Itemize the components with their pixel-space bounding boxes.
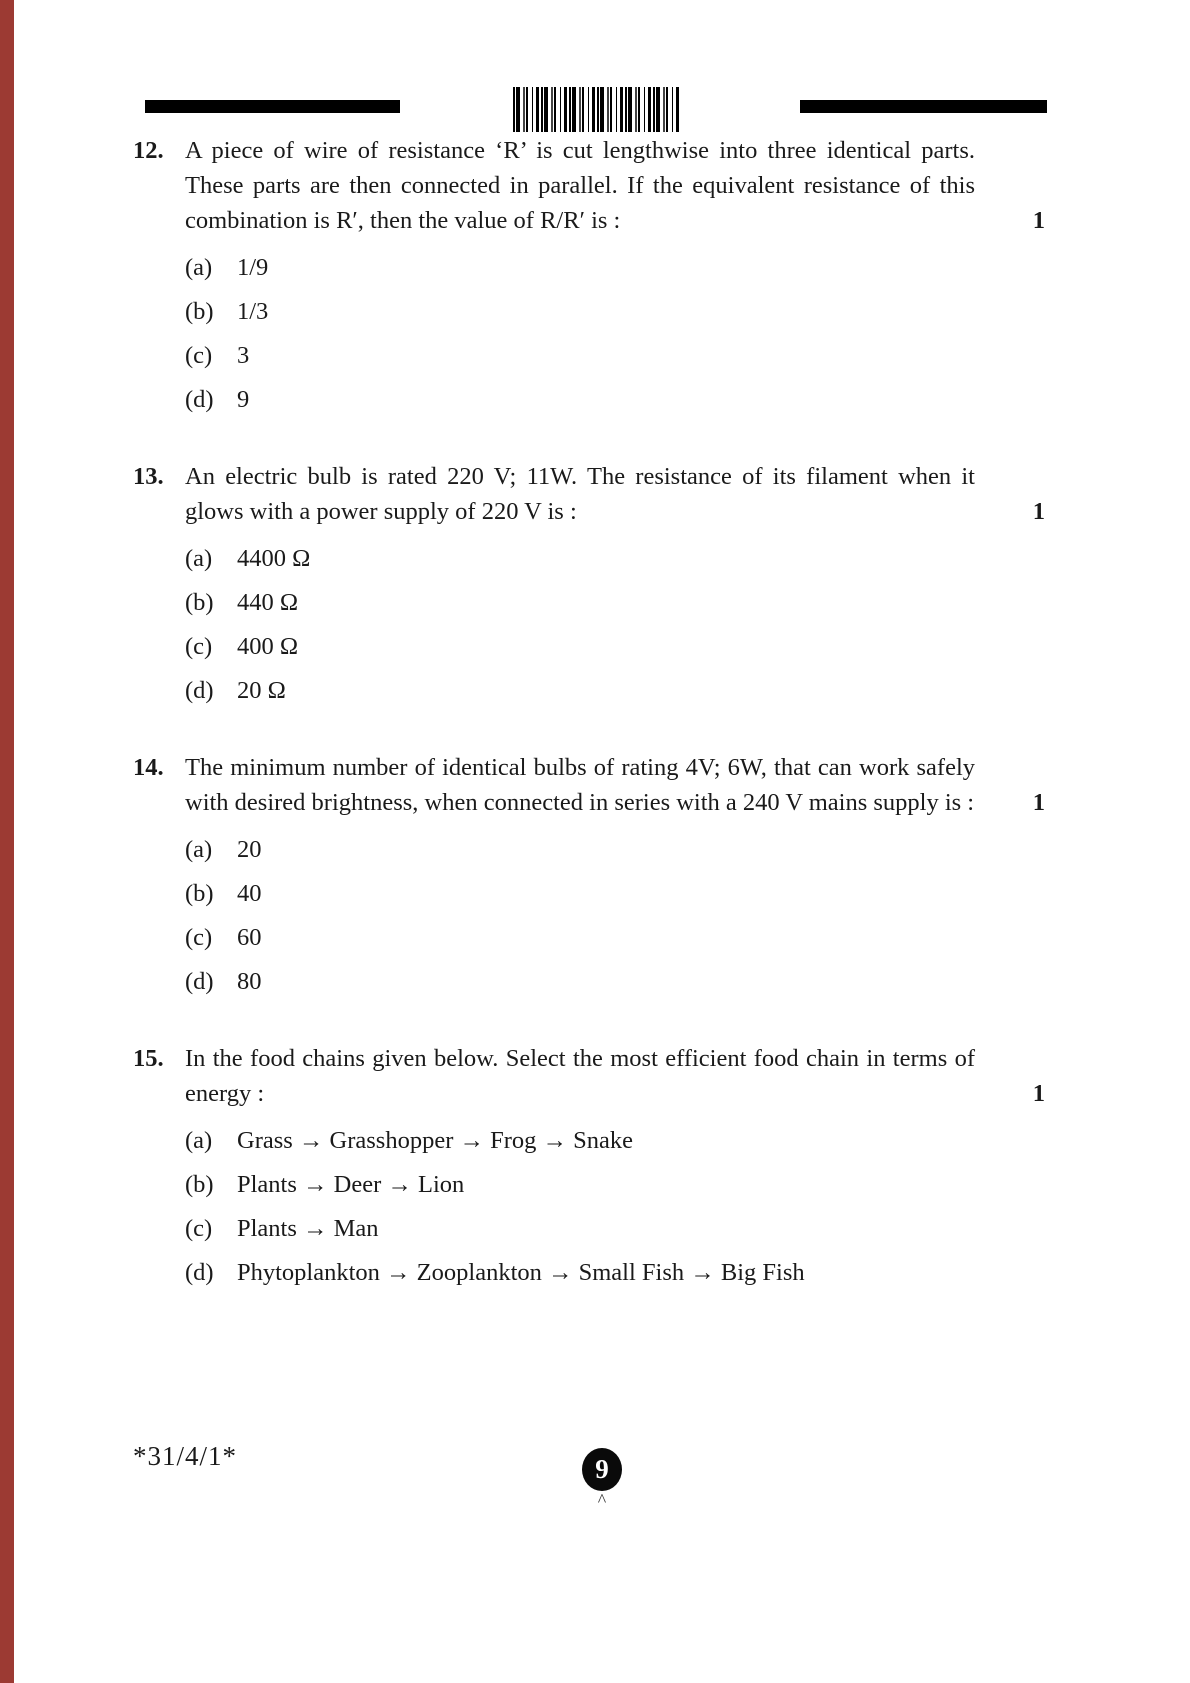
option-c [185,629,1045,664]
option-letter: (d) [185,968,214,995]
option-letter: (a) [185,836,213,863]
option-text: Phytoplankton → Zooplankton → Small Fish → Big Fish [237,1259,805,1286]
option-d [185,1255,1045,1290]
option-b [185,876,1045,911]
option-letter: (b) [185,298,214,325]
option-a [185,1123,1045,1158]
option-letter: (d) [185,1259,214,1286]
question-stem: A piece of wire of resistance ‘R’ is cut lengthwise into three identical parts. These parts are then connected in parallel. If the equivalent resistance of this combination is R′, then the value of R/R′ is : [185,137,975,234]
option-d [185,382,1045,417]
option-text: 3 [237,342,250,369]
page-edge-strip [0,0,14,1683]
questions-section [133,133,1045,1332]
question-12 [133,133,1045,417]
question-number: 14. [133,754,164,781]
barcode-icon [513,87,681,132]
question-stem: In the food chains given below. Select the most efficient food chain in terms of energy : [185,1045,975,1107]
option-text: Plants → Deer → Lion [237,1171,465,1198]
option-letter: (c) [185,633,213,660]
option-text: 4400 Ω [237,545,311,572]
option-text: 20 Ω [237,677,286,704]
option-text: 60 [237,924,262,951]
question-15 [133,1041,1045,1290]
option-letter: (b) [185,589,214,616]
option-d [185,964,1045,999]
option-text: 20 [237,836,262,863]
marks-value: 1 [1032,498,1045,525]
options-list [185,832,1045,999]
option-b [185,1167,1045,1202]
option-letter: (c) [185,1215,213,1242]
option-text: 9 [237,386,250,413]
caret-mark: ^ [597,1490,607,1510]
question-number: 13. [133,463,164,490]
option-text: Plants → Man [237,1215,379,1242]
option-c [185,338,1045,373]
option-text: Grass → Grasshopper → Frog → Snake [237,1127,634,1154]
marks-value: 1 [1032,789,1045,816]
option-letter: (a) [185,1127,213,1154]
option-letter: (a) [185,254,213,281]
option-b [185,294,1045,329]
option-text: 440 Ω [237,589,299,616]
marks-value: 1 [1032,1080,1045,1107]
option-letter: (d) [185,677,214,704]
option-b [185,585,1045,620]
option-letter: (b) [185,1171,214,1198]
header-rule-left [145,100,400,113]
options-list [185,541,1045,708]
options-list [185,250,1045,417]
header-rule-right [800,100,1047,113]
option-a [185,250,1045,285]
option-text: 1/9 [237,254,269,281]
marks-value: 1 [1032,207,1045,234]
option-text: 40 [237,880,262,907]
option-c [185,920,1045,955]
page-number-badge: 9 [582,1448,622,1491]
option-text: 1/3 [237,298,269,325]
option-a [185,541,1045,576]
option-text: 80 [237,968,262,995]
option-letter: (c) [185,342,213,369]
option-letter: (b) [185,880,214,907]
option-d [185,673,1045,708]
option-letter: (c) [185,924,213,951]
options-list [185,1123,1045,1290]
question-number: 12. [133,137,164,164]
option-a [185,832,1045,867]
option-letter: (a) [185,545,213,572]
question-13 [133,459,1045,708]
question-stem: The minimum number of identical bulbs of rating 4V; 6W, that can work safely with desired brightness, when connected in series with a 240 V mains supply is : [185,754,975,816]
paper-code: *31/4/1* [133,1441,238,1471]
option-text: 400 Ω [237,633,299,660]
option-letter: (d) [185,386,214,413]
option-c [185,1211,1045,1246]
question-stem: An electric bulb is rated 220 V; 11W. The resistance of its filament when it glows with a power supply of 220 V is : [185,463,975,525]
question-14 [133,750,1045,999]
question-number: 15. [133,1045,164,1072]
